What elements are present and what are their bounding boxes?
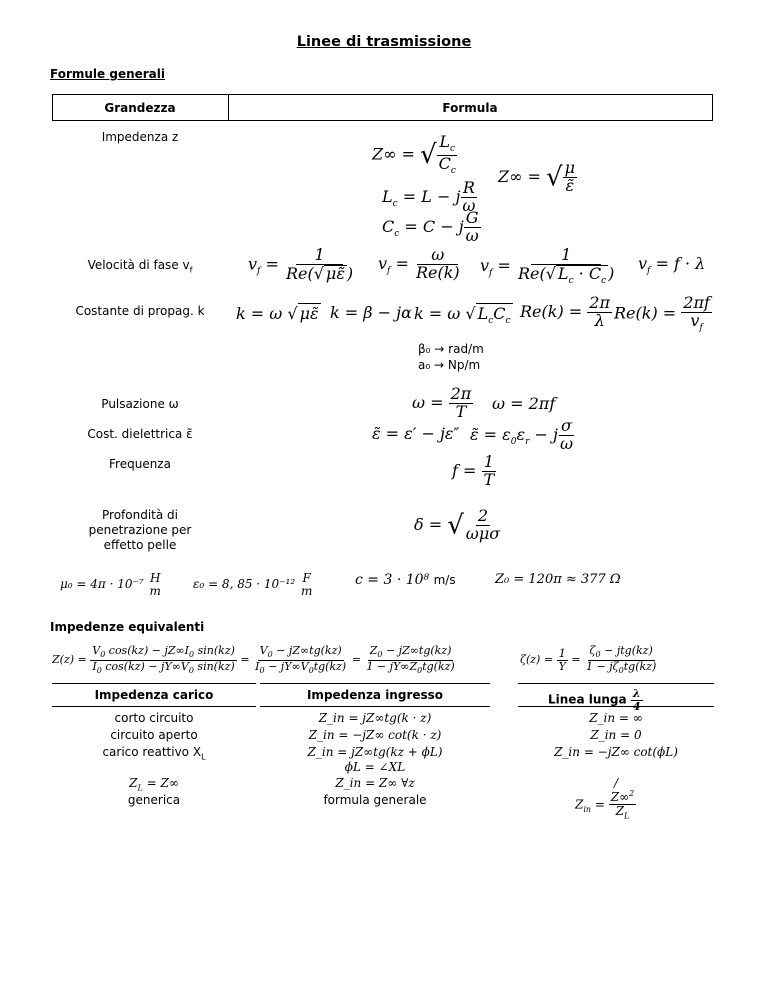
input-generic: formula generale — [323, 793, 427, 807]
long-short-circuit: Z_in = ∞ — [589, 711, 643, 725]
formula-cc: $C_c = C - j$ $\frac{G}{\omega}$ — [382, 208, 479, 245]
formula-skin-depth: δ = √ $\frac{2}{\text{ωμσ}}$ — [414, 506, 501, 543]
row-label-skin-depth: Profondità di penetrazione per effetto pelle — [88, 508, 192, 552]
formula-omega-1: ω = $\frac{2\pi}{T}$ — [412, 384, 472, 421]
formula-z-infinity-1: Z∞ = √ $\frac{L_c}{C_c}$ — [372, 132, 456, 176]
row-label-impedance: Impedenza z — [101, 130, 179, 144]
input-reactive: Z_in = jZ∞tg(kz + ϕL) — [307, 745, 443, 759]
constant-c: c = 3 · 10⁸ m/s — [355, 572, 456, 588]
long-reactive: Z_in = −jZ∞ cot(ϕL) — [554, 745, 678, 759]
long-matched: / — [613, 776, 619, 790]
page-title: Linee di trasmissione — [296, 34, 472, 50]
row-label-phase-velocity: Velocità di fase $v_f$ — [87, 258, 193, 275]
formula-k-1: k = ω √ με̃ — [236, 304, 319, 323]
column-header-formula: Formula — [442, 101, 498, 115]
formula-omega-2: ω = 2πf — [492, 394, 556, 413]
row-label-dielectric: Cost. dielettrica ε̃ — [87, 427, 193, 441]
row-label-frequency: Frequenza — [109, 457, 171, 471]
formula-vf-2: $v_f$ = $\frac{\omega}{Re(k)}$ — [378, 245, 460, 282]
formula-epsilon-2: ε̃ = $\varepsilon_0\varepsilon_r - j$ $\frac{\sigma}{\omega}$ — [470, 416, 573, 453]
formula-z-of-z: Z(z) = $\frac{V_0 \cos(kz) - jZ\infty I_0 \sin(kz)}{I_0 \cos(kz) - jY\infty V_0 \sin(kz)}$ = $\frac{V_0 - jZ\infty tg(kz)}{I_0 - jY\infty V_0tg(kz)}$ = $\frac{Z_0 - jZ\infty tg(kz)}{1 - jY\infty Z_0tg(kz)}$ — [52, 644, 455, 675]
unit-beta: β₀ → rad/m — [418, 342, 484, 356]
section-heading-equivalent-impedances: Impedenze equivalenti — [50, 620, 205, 634]
input-matched: Z_in = Z∞ ∀z — [335, 776, 415, 790]
formula-epsilon-1: ε̃ = ε′ − jε″ — [372, 424, 460, 443]
column-header-input: Impedenza ingresso — [306, 688, 444, 702]
formula-k-3: k = ω √ $L_cC_c$ — [414, 304, 511, 327]
load-short-circuit: corto circuito — [114, 711, 194, 725]
column-header-quantity: Grandezza — [104, 101, 176, 115]
constant-mu0: μ₀ = 4π · 10⁻⁷ H m — [60, 571, 161, 598]
constant-eps0: ε₀ = 8, 85 · 10⁻¹² F m — [193, 571, 313, 598]
load-reactive: carico reattivo $X_L$ — [102, 745, 206, 762]
long-generic: $Z_{in}$ = $\frac{Z\infty^2}{Z_L}$ — [575, 789, 635, 820]
formula-lc: $L_c = L - j$ $\frac{R}{\omega}$ — [382, 178, 476, 215]
formula-k-4: Re(k) = $\frac{2\pi}{\lambda}$ — [520, 293, 610, 330]
load-open-circuit: circuito aperto — [110, 728, 198, 742]
row-label-pulsation: Pulsazione ω — [101, 397, 179, 411]
unit-alpha: a₀ → Np/m — [418, 358, 481, 372]
input-short-circuit: Z_in = jZ∞tg(k · z) — [318, 711, 432, 725]
input-phase: ϕL = ∠XL — [344, 760, 406, 774]
column-header-load: Impedenza carico — [94, 688, 214, 702]
section-heading-general: Formule generali — [50, 67, 166, 81]
formula-vf-1: $v_f$ = $\frac{1}{Re(√ \mu\varepsiloñ )}$ — [248, 245, 354, 283]
column-header-long-line: Linea lunga $\frac{\lambda}{4}$ — [548, 687, 641, 713]
formula-zeta-of-z: ζ(z) = $\frac{1}{Y}$ = $\frac{\zeta_0 - jtg(kz)}{1 - j\zeta_0tg(kz)}$ — [520, 644, 657, 675]
long-open-circuit: Z_in = 0 — [590, 728, 642, 742]
constant-z0: Z₀ = 120π ≈ 377 Ω — [495, 572, 621, 587]
formula-k-5: Re(k) = $\frac{2\pi f}{v_f}$ — [614, 293, 710, 333]
formula-k-2: k = β − jα — [330, 303, 412, 322]
formula-frequency: f = $\frac{1}{T}$ — [452, 452, 495, 489]
load-matched: $Z_L = Z\infty$ — [129, 776, 179, 793]
load-generic: generica — [127, 793, 181, 807]
row-label-propagation-constant: Costante di propag. k — [75, 304, 205, 318]
formula-vf-4: $v_f = f \cdot \lambda$ — [638, 254, 706, 277]
input-open-circuit: Z_in = −jZ∞ cot(k · z) — [308, 728, 442, 742]
formula-vf-3: $v_f$ = $\frac{1}{Re(√ L_c \cdot C_c )}$ — [480, 245, 615, 286]
formula-z-infinity-2: Z∞ = √ $\frac{\mu}{\varepsiloñ}$ — [498, 158, 576, 195]
